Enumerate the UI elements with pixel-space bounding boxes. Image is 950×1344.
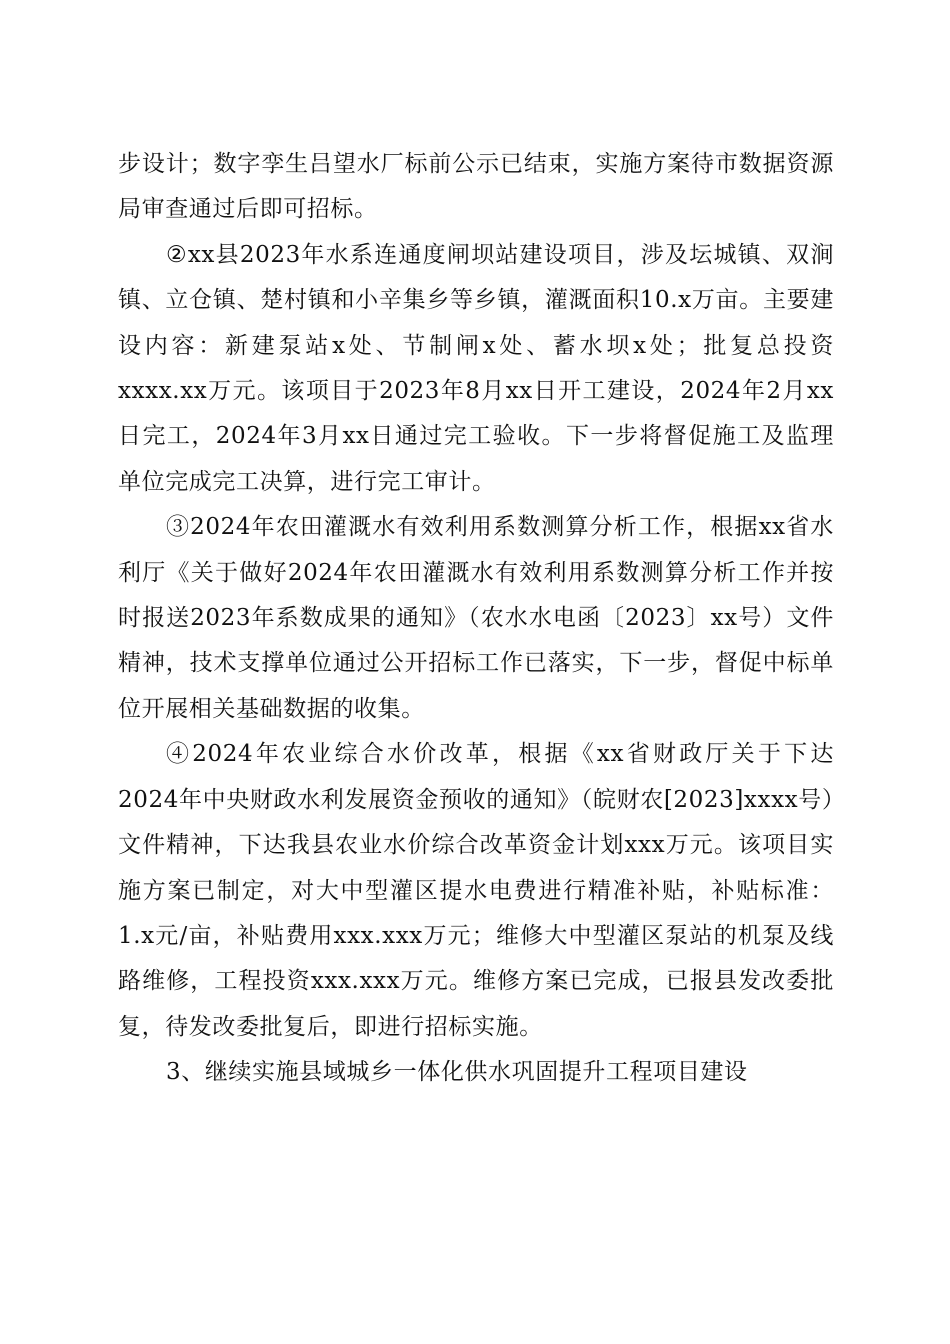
paragraph-item-2: ②xx县2023年水系连通度闸坝站建设项目，涉及坛城镇、双涧镇、立仓镇、楚村镇和小辛集乡等乡镇，灌溉面积10.x万亩。主要建设内容：新建泵站x处、节制闸x处、蓄水坝x处；批复总投资xxxx.xx万元。该项目于2023年8月xx日开工建设，2024年2月xx日完工，2024年3月xx日通过完工验收。下一步将督促施工及监理单位完成完工决算，进行完工审计。 (118, 241, 834, 495)
paragraph-continuation: 步设计；数字孪生吕望水厂标前公示已结束，实施方案待市数据资源局审查通过后即可招标。 (118, 151, 834, 223)
section-heading-3: 3、继续实施县域城乡一体化供水巩固提升工程项目建设 (166, 1059, 748, 1086)
document-body (118, 142, 834, 1096)
paragraph-item-3: ③2024年农田灌溉水有效利用系数测算分析工作，根据xx省水利厅《关于做好2024年农田灌溉水有效利用系数测算分析工作并按时报送2023年系数成果的通知》（农水水电函〔2023〕xx号）文件精神，技术支撑单位通过公开招标工作已落实，下一步，督促中标单位开展相关基础数据的收集。 (118, 514, 834, 722)
paragraph-item-4: ④2024年农业综合水价改革，根据《xx省财政厅关于下达2024年中央财政水利发展资金预收的通知》（皖财农[2023]xxxx号）文件精神，下达我县农业水价综合改革资金计划xxx万元。该项目实施方案已制定，对大中型灌区提水电费进行精准补贴，补贴标准：1.x元/亩，补贴费用xxx.xxx万元；维修大中型灌区泵站的机泵及线路维修，工程投资xxx.xxx万元。维修方案已完成，已报县发改委批复，待发改委批复后，即进行招标实施。 (118, 741, 834, 1040)
